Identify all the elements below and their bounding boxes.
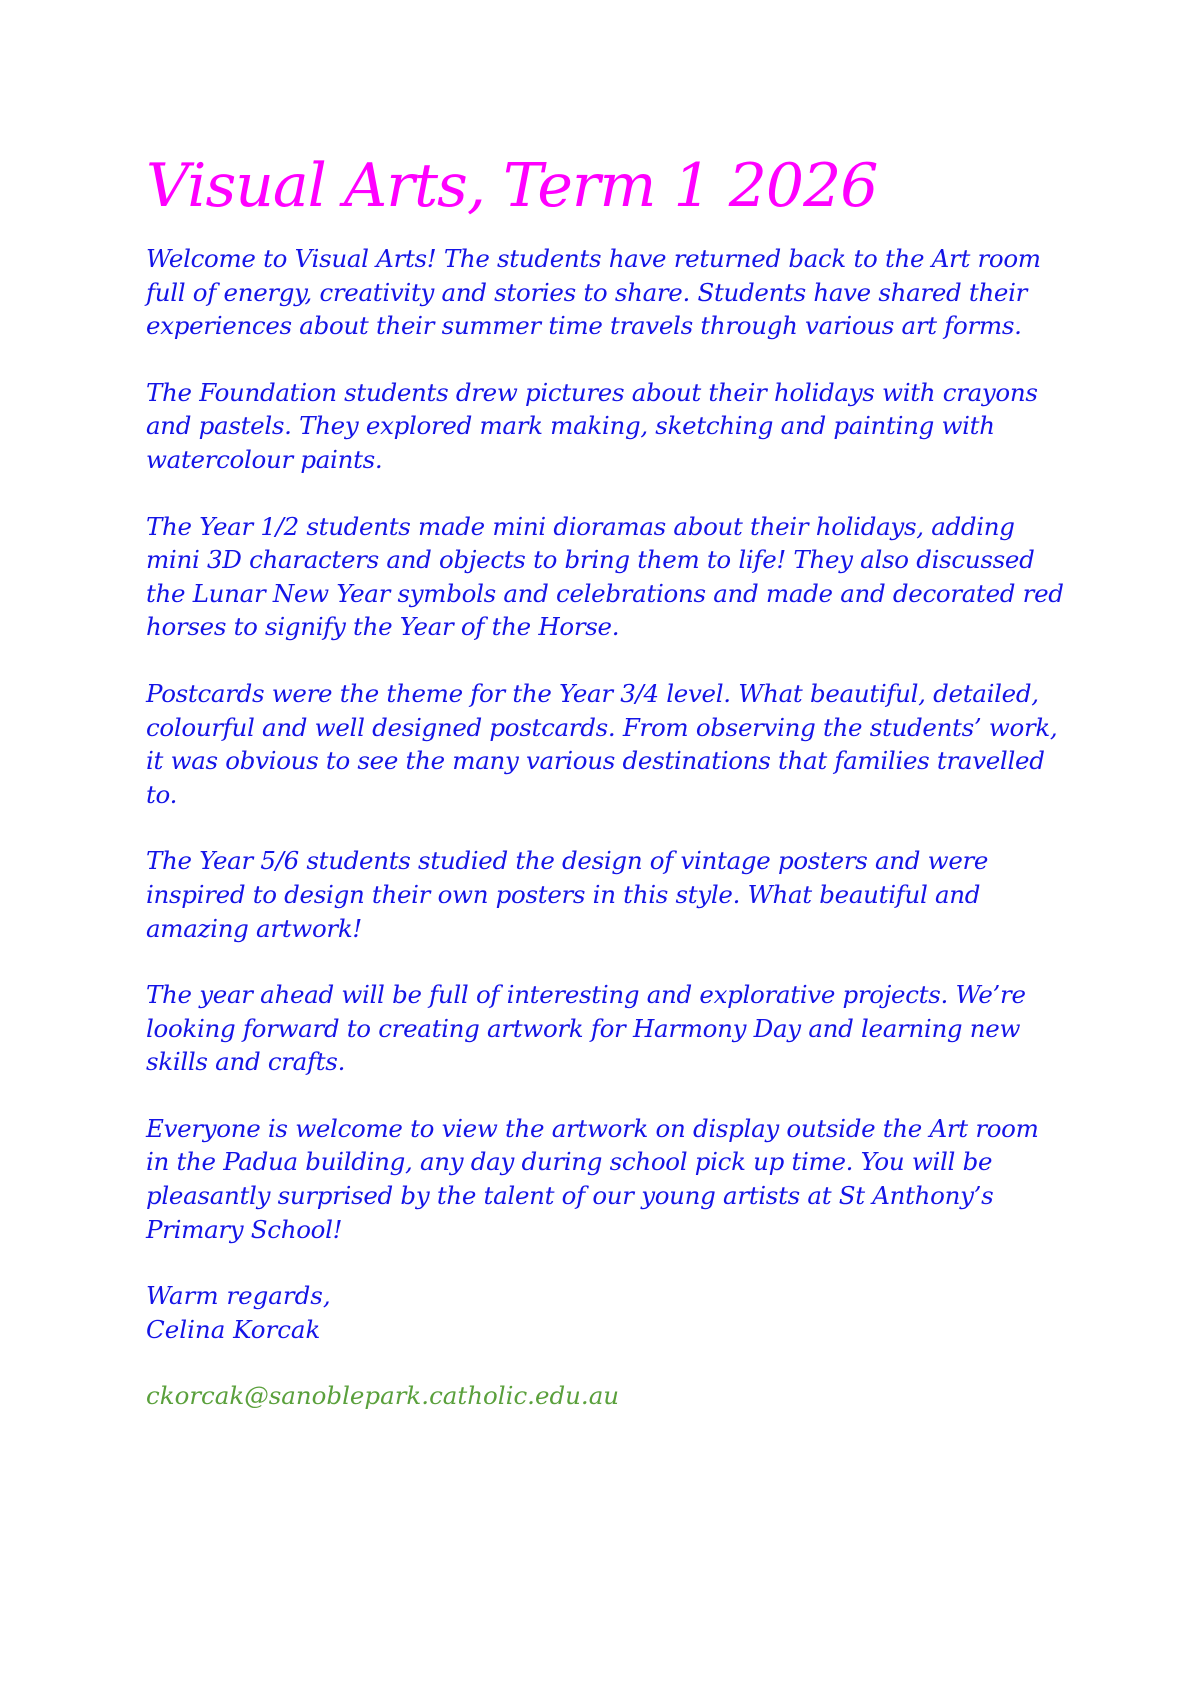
document-content bbox=[146, 148, 1066, 1413]
paragraph-foundation: The Foundation students drew pictures about their holidays with crayons and pastels. They explored mark making, sketching and painting with watercolour paints. bbox=[146, 377, 1038, 474]
paragraph-invitation: Everyone is welcome to view the artwork on display outside the Art room in the Padua building, any day during school pick up time. You will be pleasantly surprised by the talent of our young artists at St Anthony’s Primary School! bbox=[146, 1113, 1039, 1244]
paragraph-year-1-2: The Year 1/2 students made mini dioramas about their holidays, adding mini 3D characters and objects to bring them to life! They also discussed the Lunar New Year symbols and celebrations and made and decorated red horses to signify the Year of the Horse. bbox=[146, 511, 1064, 642]
paragraph-year-ahead: The year ahead will be full of interesting and explorative projects. We’re looking forward to creating artwork for Harmony Day and learning new skills and crafts. bbox=[146, 980, 1026, 1077]
signoff-greeting: Warm regards, bbox=[146, 1281, 331, 1311]
paragraph-year-5-6: The Year 5/6 students studied the design of vintage posters and were inspired to design their own posters in this style. What beautiful and amazing artwork! bbox=[146, 846, 989, 943]
signoff-block bbox=[146, 1279, 1066, 1346]
paragraph-welcome: Welcome to Visual Arts! The students have returned back to the Art room full of energy, creativity and stories to share. Students have shared their experiences about their summer time travels through various art forms. bbox=[146, 244, 1041, 341]
page-title: Visual Arts, Term 1 2026 bbox=[146, 151, 878, 221]
signoff-name: Celina Korcak bbox=[146, 1314, 321, 1344]
paragraph-year-3-4: Postcards were the theme for the Year 3/4 level. What beautiful, detailed, colourful and well designed postcards. From observing the students’ work, it was obvious to see the many various destinations that families travelled to. bbox=[146, 678, 1058, 809]
email-link[interactable]: ckorcak@sanoblepark.catholic.edu.au bbox=[146, 1381, 620, 1411]
